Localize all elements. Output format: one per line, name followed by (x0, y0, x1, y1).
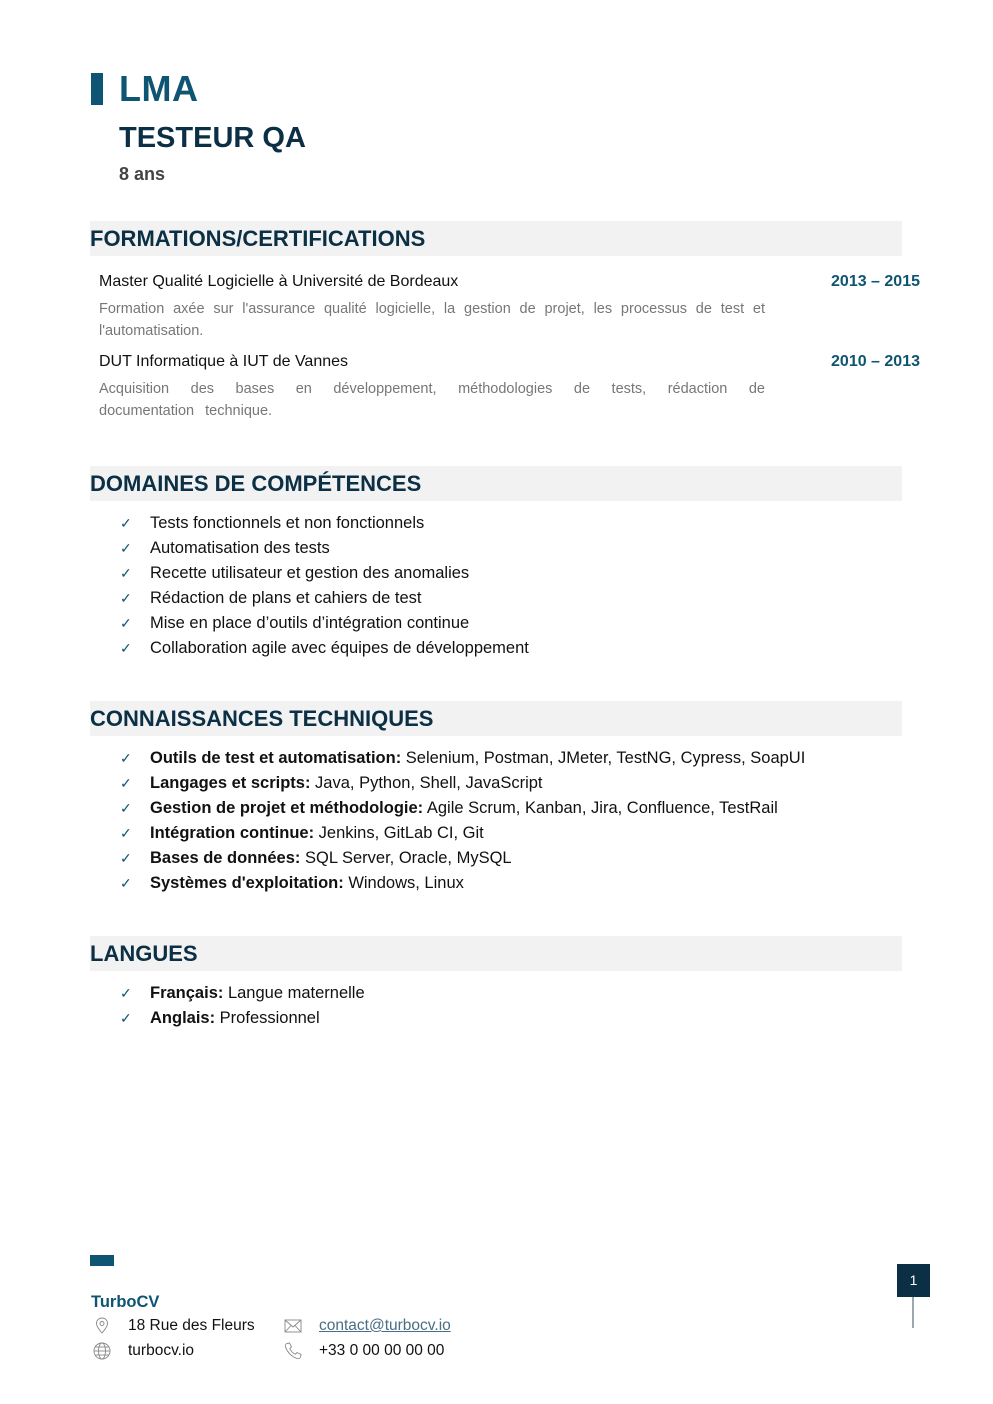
map-pin-icon (92, 1316, 112, 1336)
tech-value: Windows, Linux (343, 874, 464, 892)
candidate-name: LMA (119, 68, 199, 109)
skill-text: Tests fonctionnels et non fonctionnels (150, 514, 425, 532)
check-icon: ✓ (120, 1010, 132, 1026)
list-item (120, 821, 805, 846)
footer-address: 18 Rue des Fleurs (128, 1317, 255, 1334)
tech-label: Outils de test et automatisation: (150, 749, 402, 767)
language-level: Langue maternelle (223, 984, 365, 1002)
list-item (120, 586, 529, 611)
job-title: TESTEUR QA (119, 122, 306, 154)
tech-value: Selenium, Postman, JMeter, TestNG, Cypress, SoapUI (401, 749, 806, 767)
tech-label: Gestion de projet et méthodologie: (150, 799, 424, 817)
page-number-line (912, 1297, 914, 1328)
education-description: Acquisition des bases en développement, méthodologies de tests, rédaction de documentation technique. (99, 381, 765, 419)
list-item (120, 746, 805, 771)
tech-label: Langages et scripts: (150, 774, 311, 792)
check-icon: ✓ (120, 515, 132, 531)
language-label: Français: (150, 984, 224, 1002)
list-item (120, 636, 529, 661)
phone-icon (283, 1341, 303, 1361)
section-title: CONNAISSANCES TECHNIQUES (90, 706, 434, 731)
footer-email-link[interactable]: contact@turbocv.io (319, 1317, 451, 1334)
education-description: Formation axée sur l'assurance qualité logicielle, la gestion de projet, les processus de test et l'automatisation. (99, 301, 765, 339)
section-title: LANGUES (90, 941, 198, 966)
check-icon: ✓ (120, 775, 132, 791)
education-title: DUT Informatique à IUT de Vannes (99, 353, 349, 370)
check-icon: ✓ (120, 850, 132, 866)
tech-label: Intégration continue: (150, 824, 315, 842)
tech-list (120, 746, 805, 896)
skills-list (120, 511, 529, 661)
check-icon: ✓ (120, 640, 132, 656)
list-item (120, 871, 805, 896)
skill-text: Collaboration agile avec équipes de développement (150, 639, 529, 657)
tech-value: Jenkins, GitLab CI, Git (314, 824, 484, 842)
check-icon: ✓ (120, 615, 132, 631)
globe-icon (92, 1341, 112, 1361)
check-icon: ✓ (120, 825, 132, 841)
skill-text: Mise en place d’outils d’intégration continue (150, 614, 470, 632)
list-item (120, 796, 805, 821)
mail-icon (283, 1316, 303, 1336)
list-item (120, 561, 529, 586)
list-item (120, 981, 365, 1006)
list-item (120, 611, 529, 636)
list-item (120, 846, 805, 871)
tech-label: Bases de données: (150, 849, 301, 867)
section-header-languages (90, 936, 902, 971)
name-accent-bar (91, 73, 103, 105)
education-dates: 2013 – 2015 (831, 273, 920, 290)
section-header-education (90, 221, 902, 256)
footer-accent-bar (90, 1255, 114, 1266)
language-level: Professionnel (215, 1009, 320, 1027)
page-number: 1 (897, 1264, 930, 1297)
tech-value: Agile Scrum, Kanban, Jira, Confluence, TestRail (423, 799, 778, 817)
check-icon: ✓ (120, 750, 132, 766)
check-icon: ✓ (120, 800, 132, 816)
check-icon: ✓ (120, 875, 132, 891)
tech-value: Java, Python, Shell, JavaScript (310, 774, 543, 792)
check-icon: ✓ (120, 590, 132, 606)
check-icon: ✓ (120, 540, 132, 556)
footer-website[interactable]: turbocv.io (128, 1342, 195, 1359)
skill-text: Automatisation des tests (150, 539, 330, 557)
languages-list (120, 981, 365, 1031)
list-item (120, 536, 529, 561)
education-title: Master Qualité Logicielle à Université de Bordeaux (99, 273, 459, 290)
skill-text: Rédaction de plans et cahiers de test (150, 589, 422, 607)
language-label: Anglais: (150, 1009, 216, 1027)
tech-value: SQL Server, Oracle, MySQL (300, 849, 512, 867)
check-icon: ✓ (120, 565, 132, 581)
section-header-tech (90, 701, 902, 736)
section-title: FORMATIONS/CERTIFICATIONS (90, 226, 426, 251)
section-title: DOMAINES DE COMPÉTENCES (90, 471, 422, 496)
footer-phone: +33 0 00 00 00 00 (319, 1342, 445, 1359)
experience-years: 8 ans (119, 164, 166, 184)
tech-label: Systèmes d'exploitation: (150, 874, 344, 892)
list-item (120, 511, 529, 536)
footer-brand: TurboCV (91, 1293, 160, 1311)
check-icon: ✓ (120, 985, 132, 1001)
section-header-skills (90, 466, 902, 501)
list-item (120, 771, 805, 796)
list-item (120, 1006, 365, 1031)
education-dates: 2010 – 2013 (831, 353, 920, 370)
skill-text: Recette utilisateur et gestion des anomalies (150, 564, 470, 582)
